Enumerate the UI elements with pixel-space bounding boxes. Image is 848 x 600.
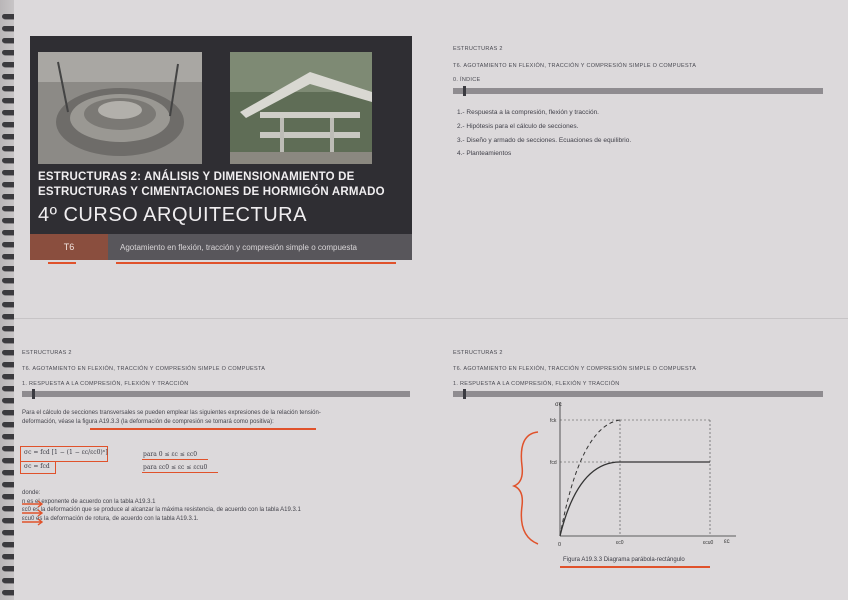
topic-strip xyxy=(30,234,412,260)
cover-slide xyxy=(30,36,412,260)
slide-section: 1. RESPUESTA A LA COMPRESIÓN, FLEXIÓN Y TRACCIÓN xyxy=(22,381,189,387)
construction-photo xyxy=(38,52,202,164)
paragraph xyxy=(22,409,422,426)
cover-title-line2: ESTRUCTURAS Y CIMENTACIONES DE HORMIGÓN ARMADO xyxy=(38,186,385,198)
tick-ecu: εcu0 xyxy=(703,540,714,546)
topic-title: Agotamiento en flexión, tracción y compresión simple o compuesta xyxy=(120,242,358,252)
course-title: 4º CURSO ARQUITECTURA xyxy=(38,204,307,226)
slide-course: ESTRUCTURAS 2 xyxy=(453,350,503,356)
highlight-underline xyxy=(142,472,218,473)
highlight-underline xyxy=(116,262,396,264)
highlight-underline xyxy=(90,428,316,430)
slide-divider xyxy=(14,318,848,319)
parabola-rectangle-diagram xyxy=(510,396,750,562)
condition: para 0 ≤ εc ≤ εc0 xyxy=(143,451,198,458)
cover-title-line1: ESTRUCTURAS 2: ANÁLISIS Y DIMENSIONAMIENTO DE xyxy=(38,171,355,183)
slide-section: 0. ÍNDICE xyxy=(453,77,481,83)
slide-course: ESTRUCTURAS 2 xyxy=(22,350,72,356)
handwritten-brace xyxy=(514,432,538,544)
highlight-underline xyxy=(48,262,76,264)
axis-x-label: εc xyxy=(724,539,730,545)
cover-title xyxy=(38,170,398,200)
index-item: 2.- Hipótesis para el cálculo de secciones. xyxy=(457,123,579,130)
fck-curve xyxy=(560,420,620,536)
index-item: 4.- Planteamientos xyxy=(457,150,512,157)
definitions xyxy=(22,489,412,523)
axis-y-label: σc xyxy=(555,402,562,408)
header-bar xyxy=(453,88,823,94)
index-item: 1.- Respuesta a la compresión, flexión y tracción. xyxy=(457,109,599,116)
header-bar xyxy=(22,391,410,397)
paragraph-line: Para el cálculo de secciones transversales se pueden emplear las siguientes expresiones de la relación tensión- xyxy=(22,410,321,416)
definition: εcu0 es la deformación de rotura, de acuerdo con la tabla A19.3.1. xyxy=(22,515,199,522)
tick-ec0: εc0 xyxy=(616,540,624,546)
handwritten-arrows xyxy=(20,494,46,528)
definition: n es el exponente de acuerdo con la tabla A19.3.1 xyxy=(22,498,156,505)
condition: para εc0 ≤ εc ≤ εcu0 xyxy=(143,464,208,471)
definition: εc0 es la deformación que se produce al alcanzar la máxima resistencia, de acuerdo con la tabla A19.3.1 xyxy=(22,507,301,513)
slide-topic: T6. AGOTAMIENTO EN FLEXIÓN, TRACCIÓN Y COMPRESIÓN SIMPLE O COMPUESTA xyxy=(22,366,266,372)
slide-topic: T6. AGOTAMIENTO EN FLEXIÓN, TRACCIÓN Y COMPRESIÓN SIMPLE O COMPUESTA xyxy=(453,63,697,69)
index-item: 3.- Diseño y armado de secciones. Ecuaciones de equilibrio. xyxy=(457,137,632,144)
tick-fcd: fcd xyxy=(550,460,557,466)
fcd-curve xyxy=(560,462,710,536)
highlight-underline xyxy=(560,566,710,568)
tick-fck: fck xyxy=(550,418,557,424)
building-photo xyxy=(230,52,372,164)
figure-caption: Figura A19.3.3 Diagrama parábola-rectángulo xyxy=(563,557,685,563)
slide-course: ESTRUCTURAS 2 xyxy=(453,46,503,52)
slide-section: 1. RESPUESTA A LA COMPRESIÓN, FLEXIÓN Y TRACCIÓN xyxy=(453,381,620,387)
tick-zero: 0 xyxy=(558,542,562,548)
topic-code: T6 xyxy=(30,234,108,260)
slide-topic: T6. AGOTAMIENTO EN FLEXIÓN, TRACCIÓN Y COMPRESIÓN SIMPLE O COMPUESTA xyxy=(453,366,697,372)
paragraph-line: deformación, véase la figura A19.3.3 (la deformación de compresión se tomará como positiva): xyxy=(22,418,274,425)
formula-constant: σc = fcd xyxy=(24,463,50,470)
donde-label: donde: xyxy=(22,490,41,496)
highlight-underline xyxy=(142,459,208,460)
formula-parabola: σc = fcd [1 − (1 − εc/εc0)ⁿ] xyxy=(24,449,108,456)
